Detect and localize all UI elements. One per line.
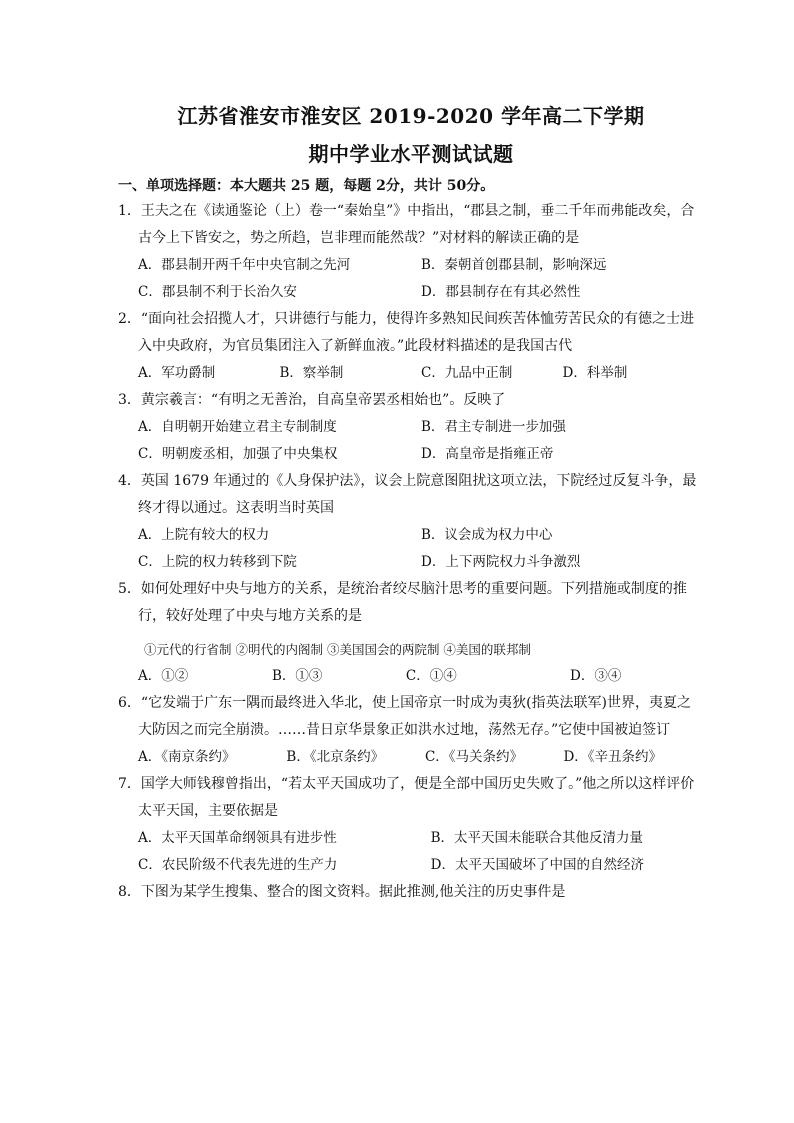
option-b: B．①③ (271, 668, 323, 684)
question-2 (118, 306, 704, 387)
option-c: C．农民阶级不代表先进的生产力 (138, 857, 338, 873)
question-stem: 6．“它发端于广东一隅而最终进入华北，使上国帝京一时成为夷狄(指英法联军)世界，夷夏之大防因之而完全崩溃。……昔日京华景象正如洪水过地，荡然无存。”它使中国被迫签订 (118, 695, 691, 738)
option-d: D．《辛丑条约》 (563, 749, 663, 765)
question-4 (118, 468, 704, 576)
question-stem: 5．如何处理好中央与地方的关系，是统治者绞尽脑汁思考的重要问题。下列措施或制度的推行，较好处理了中央与地方关系的是 (118, 581, 687, 624)
option-b: B．太平天国未能联合其他反清力量 (430, 830, 644, 846)
option-a: A．上院有较大的权力 (138, 527, 270, 543)
option-a: A．①② (138, 668, 189, 684)
question-options (118, 744, 704, 771)
question-stem: 8．下图为某学生搜集、整合的图文资料。据此推测,他关注的历史事件是 (118, 884, 566, 900)
option-a: A．《南京条约》 (138, 749, 236, 765)
option-b: B．察举制 (279, 365, 344, 381)
option-a: A．郡县制开两千年中央官制之先河 (138, 257, 351, 273)
question-stem: 7．国学大师钱穆曾指出，“若太平天国成功了，便是全部中国历史失败了。”他之所以这样评价太平天国，主要依据是 (118, 776, 695, 819)
option-d: D．太平天国破坏了中国的自然经济 (430, 857, 644, 873)
option-c: C．上院的权力转移到下院 (138, 554, 297, 570)
option-b: B．秦朝首创郡县制，影响深远 (421, 257, 607, 273)
exam-title-line2: 期中学业水平测试试题 (308, 142, 514, 166)
option-b: B．君主专制进一步加强 (421, 419, 566, 435)
section-heading: 一、单项选择题：本大题共 25 题，每题 2分，共计 50分。 (118, 178, 495, 194)
option-c: C．①④ (405, 668, 457, 684)
question-options (118, 414, 704, 468)
question-1 (118, 198, 704, 306)
option-c: C．《马关条约》 (424, 749, 524, 765)
question-stem: 1．王夫之在《读通鉴论（上）卷一“秦始皇”》中指出，“郡县之制，垂二千年而弗能改矣，合古今上下皆安之，势之所趋，岂非理而能然哉？”对材料的解读正确的是 (118, 203, 695, 246)
question-stem: 4．英国 1679 年通过的《人身保护法》，议会上院意图阻扰这项立法，下院经过反复斗争，最终才得以通过。这表明当时英国 (118, 473, 697, 516)
option-c: C．明朝废丞相，加强了中央集权 (138, 446, 338, 462)
option-a: A．军功爵制 (138, 365, 216, 381)
question-items: ①元代的行省制 ②明代的内阁制 ③美国国会的两院制 ④美国的联邦制 (144, 642, 531, 657)
option-d: D．③④ (570, 668, 622, 684)
question-8 (118, 879, 704, 906)
option-d: D．高皇帝是指雍正帝 (421, 446, 554, 462)
question-stem: 2．“面向社会招揽人才，只讲德行与能力，使得许多熟知民间疾苦体恤劳苦民众的有德之士进入中央政府，为官员集团注入了新鲜血液。”此段材料描述的是我国古代 (118, 311, 695, 354)
question-6 (118, 690, 704, 771)
question-options (118, 663, 704, 690)
question-options (118, 825, 704, 879)
option-a: A．太平天国革命纲领具有进步性 (138, 830, 337, 846)
option-b: B．议会成为权力中心 (421, 527, 553, 543)
option-c: C．九品中正制 (421, 365, 513, 381)
option-d: D．上下两院权力斗争激烈 (421, 554, 581, 570)
question-options (118, 360, 704, 387)
question-stem: 3．黄宗羲言：“有明之无善治，自高皇帝罢丞相始也”。反映了 (118, 392, 506, 408)
question-7 (118, 771, 704, 879)
question-5 (118, 576, 704, 690)
option-d: D．郡县制存在有其必然性 (421, 284, 581, 300)
option-a: A．自明朝开始建立君主专制制度 (138, 419, 337, 435)
option-d: D．科举制 (562, 365, 628, 381)
question-3 (118, 387, 704, 468)
option-b: B．《北京条约》 (286, 749, 385, 765)
question-options (118, 252, 704, 306)
option-c: C．郡县制不利于长治久安 (138, 284, 297, 300)
exam-title-line1: 江苏省淮安市淮安区 2019-2020 学年高二下学期 (177, 104, 645, 128)
question-options (118, 522, 704, 576)
